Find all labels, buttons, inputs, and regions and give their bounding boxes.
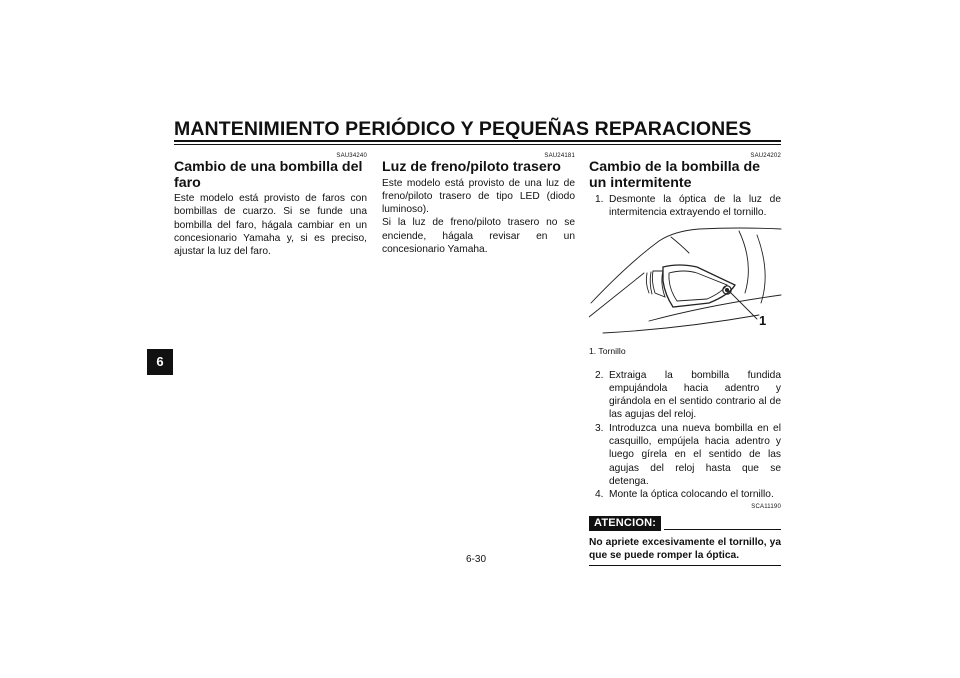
section-heading: Cambio de una bombilla del faro: [174, 159, 363, 191]
section-code: SAU24202: [750, 153, 781, 159]
turn-signal-figure: [589, 223, 782, 346]
page-number: 6-30: [466, 554, 487, 565]
turn-signal-illustration: [589, 223, 782, 346]
step-text: Monte la óptica colocando el tornillo.: [609, 489, 774, 501]
caution-text: No apriete excesivamente el tornillo, ya que se puede romper la óptica.: [589, 536, 781, 567]
section-body: Este modelo está provisto de una luz de freno/piloto trasero de tipo LED (diodo luminoso).: [382, 177, 575, 216]
section-body: Este modelo está provisto de faros con bombillas de cuarzo. Si se funde una bombilla del faro, hágala cambiar en un concesionario Yamaha y, si es preciso, ajustar la luz del faro.: [174, 193, 367, 258]
caution-badge: ATENCION:: [589, 516, 661, 531]
column-turn-signal: [589, 152, 781, 566]
step-item: [589, 369, 781, 422]
step-list: [589, 193, 781, 220]
step-number: 2.: [595, 369, 604, 381]
title-rule: [174, 140, 781, 142]
caution-code: SCA11190: [751, 503, 781, 510]
caution-rule: [664, 529, 781, 531]
section-body: Si la luz de freno/piloto trasero no se enciende, hágala revisar en un concesionario Yamaha.: [382, 217, 575, 255]
page-title: MANTENIMIENTO PERIÓDICO Y PEQUEÑAS REPARACIONES: [174, 118, 752, 140]
section-code: SAU34240: [336, 153, 367, 159]
step-list: [589, 369, 781, 502]
figure-caption: 1. Tornillo: [589, 345, 626, 356]
column-taillight: [382, 152, 575, 256]
column-headlight: [174, 152, 367, 258]
figure-callout-number: 1: [759, 312, 767, 328]
step-text: Extraiga la bombilla fundida empujándola hacia adentro y girándola en el sentido contrario al de las agujas del reloj.: [609, 369, 781, 421]
step-number: 1.: [595, 194, 604, 205]
step-text: Desmonte la óptica de la luz de intermitencia extrayendo el tornillo.: [609, 194, 781, 219]
caution-header: [589, 513, 781, 531]
step-number: 4.: [595, 489, 604, 501]
step-number: 3.: [595, 422, 604, 434]
chapter-tab: 6: [147, 349, 173, 375]
title-rule-thin: [174, 144, 781, 145]
section-heading: Cambio de la bombilla de un intermitente: [589, 159, 761, 191]
step-item: [589, 488, 781, 501]
step-item: [589, 422, 781, 488]
section-heading: Luz de freno/piloto trasero: [382, 159, 561, 175]
section-code: SAU24181: [544, 153, 575, 159]
step-item: [589, 193, 781, 220]
step-text: Introduzca una nueva bombilla en el casquillo, empújela hacia adentro y luego gírela en el sentido de las agujas del reloj hasta que se detenga.: [609, 422, 781, 487]
